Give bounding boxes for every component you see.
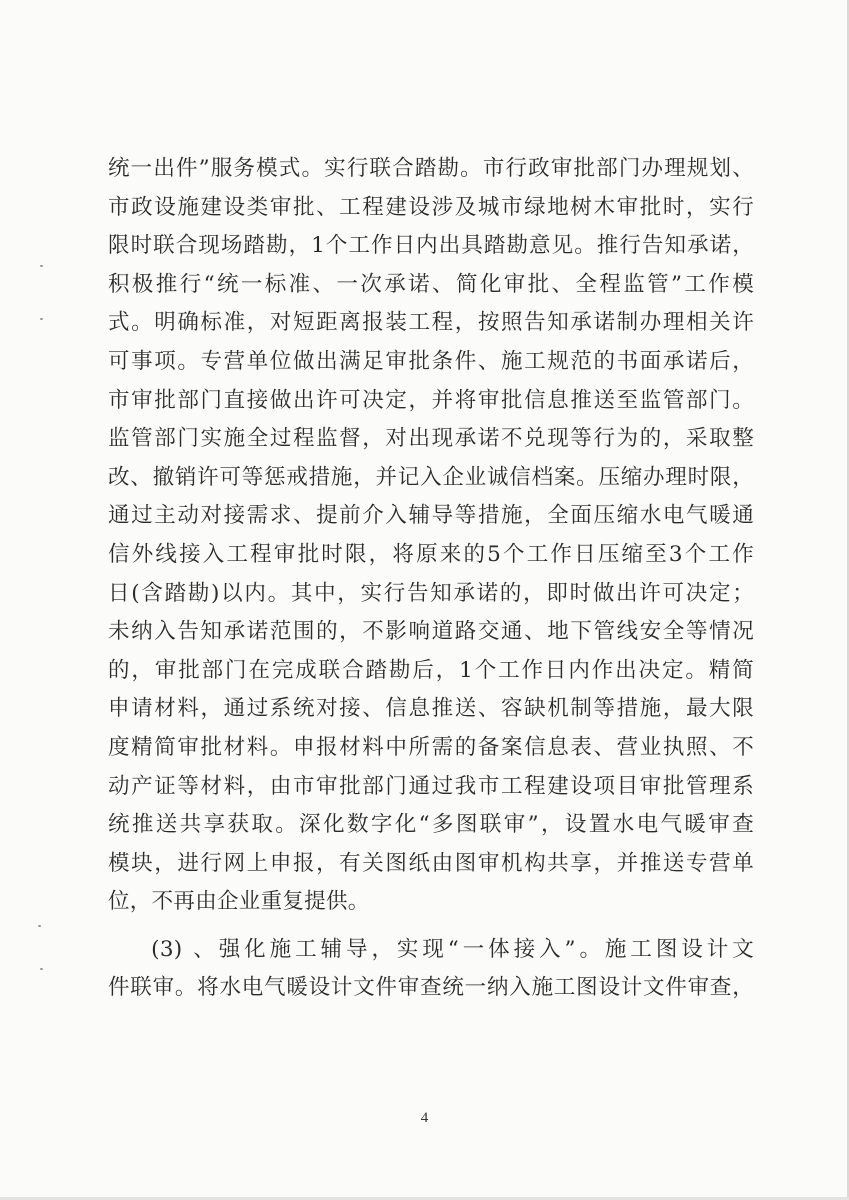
paragraph-gap	[108, 922, 754, 931]
body-line: 式。明确标准，对短距离报装工程，按照告知承诺制办理相关许	[108, 310, 754, 336]
body-line: 申请材料，通过系统对接、信息推送、容缺机制等措施，最大限	[108, 696, 754, 722]
scan-speck	[40, 318, 43, 320]
document-body	[108, 150, 754, 1008]
body-line: 未纳入告知承诺范围的，不影响道路交通、地下管线安全等情况	[108, 619, 754, 645]
page-number: 4	[420, 1110, 429, 1126]
body-line: 的，审批部门在完成联合踏勘后，1个工作日内作出决定。精简	[108, 657, 754, 683]
body-line: 监管部门实施全过程监督，对出现承诺不兑现等行为的，采取整	[108, 426, 754, 452]
body-line-last: 位，不再由企业重复提供。	[108, 889, 370, 915]
scan-speck	[38, 925, 41, 927]
body-line: 日(含踏勘)以内。其中，实行告知承诺的，即时做出许可决定；	[108, 580, 754, 606]
scan-speck	[40, 265, 43, 267]
body-line: 市政设施建设类审批、工程建设涉及城市绿地树木审批时，实行	[108, 194, 754, 220]
body-line: 信外线接入工程审批时限，将原来的5个工作日压缩至3个工作	[108, 541, 754, 567]
body-line: 通过主动对接需求、提前介入辅导等措施，全面压缩水电气暖通	[108, 503, 754, 529]
body-line: 限时联合现场踏勘，1个工作日内出具踏勘意见。推行告知承诺，	[108, 233, 754, 259]
body-line: 市审批部门直接做出许可决定，并将审批信息推送至监管部门。	[108, 387, 754, 413]
body-line: 可事项。专营单位做出满足审批条件、施工规范的书面承诺后，	[108, 348, 754, 374]
body-line: 积极推行“统一标准、一次承诺、简化审批、全程监管”工作模	[108, 271, 754, 297]
section-body-line: 件联审。将水电气暖设计文件审查统一纳入施工图设计文件审查，	[108, 975, 754, 1001]
body-line: 动产证等材料，由市审批部门通过我市工程建设项目审批管理系	[108, 773, 754, 799]
section-heading-line: (3) 、强化施工辅导，实现“一体接入”。施工图设计文	[108, 936, 754, 962]
scan-speck	[40, 968, 43, 970]
body-line: 改、撤销许可等惩戒措施，并记入企业诚信档案。压缩办理时限，	[108, 464, 754, 490]
body-line: 统推送共享获取。深化数字化“多图联审”，设置水电气暖审查	[108, 812, 754, 838]
body-line: 度精简审批材料。申报材料中所需的备案信息表、营业执照、不	[108, 734, 754, 760]
body-line: 模块，进行网上申报，有关图纸由图审机构共享，并推送专营单	[108, 850, 754, 876]
body-line: 统一出件”服务模式。实行联合踏勘。市行政审批部门办理规划、	[108, 156, 754, 181]
